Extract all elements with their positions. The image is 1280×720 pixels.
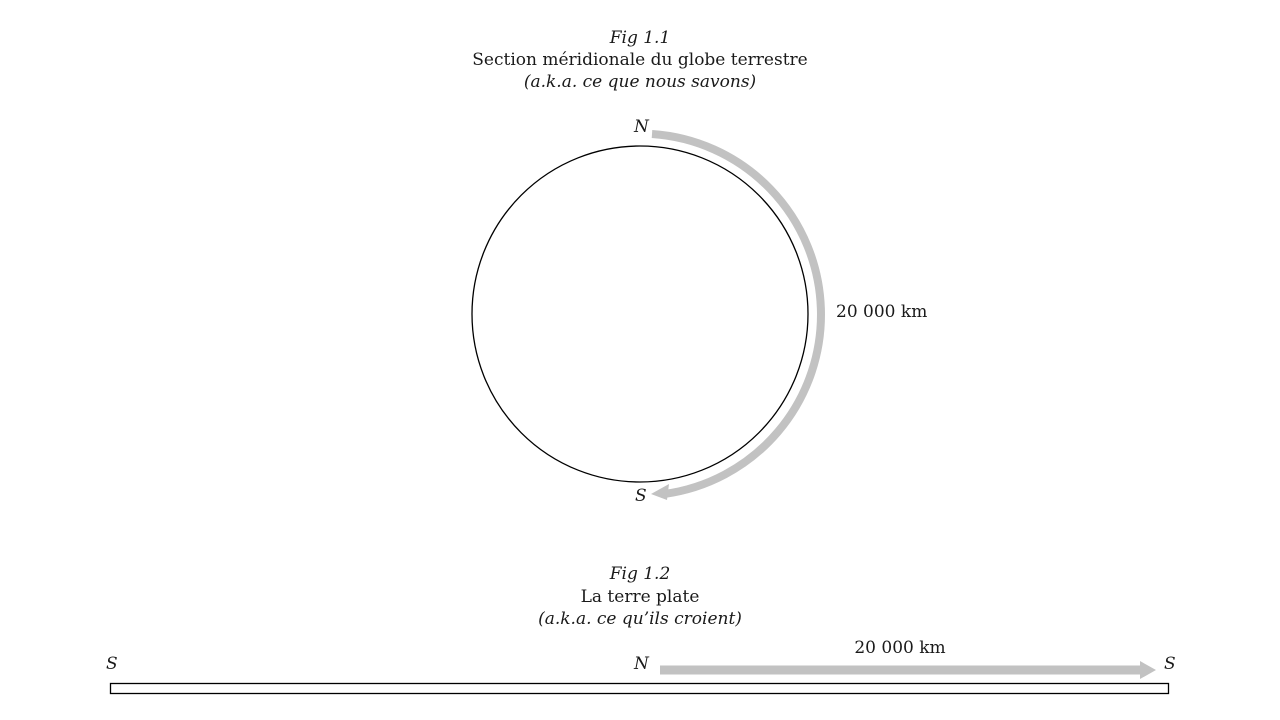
figure2-distance-label: 20 000 km (854, 638, 946, 658)
figure1-subtitle: (a.k.a. ce que nous savons) (523, 72, 757, 92)
figure1-distance-label: 20 000 km (836, 302, 928, 322)
figure2-south-left-label: S (106, 654, 118, 674)
figure2-south-right-label: S (1164, 654, 1176, 674)
flat-earth-bar (111, 684, 1169, 694)
figure1-south-label: S (635, 486, 647, 506)
figure1-label: Fig 1.1 (609, 28, 671, 48)
figure2-subtitle: (a.k.a. ce qu’ils croient) (538, 609, 742, 629)
meridian-arc-arrow (652, 134, 821, 494)
globe-circle (472, 146, 808, 482)
flat-arrowhead (1140, 661, 1156, 679)
figure2-north-label: N (634, 654, 649, 674)
figure2-title: La terre plate (580, 587, 700, 607)
figure2-label: Fig 1.2 (609, 564, 671, 584)
meridian-arrowhead (651, 484, 669, 500)
figure1-north-label: N (634, 117, 649, 137)
figure1-title: Section méridionale du globe terrestre (472, 50, 808, 70)
